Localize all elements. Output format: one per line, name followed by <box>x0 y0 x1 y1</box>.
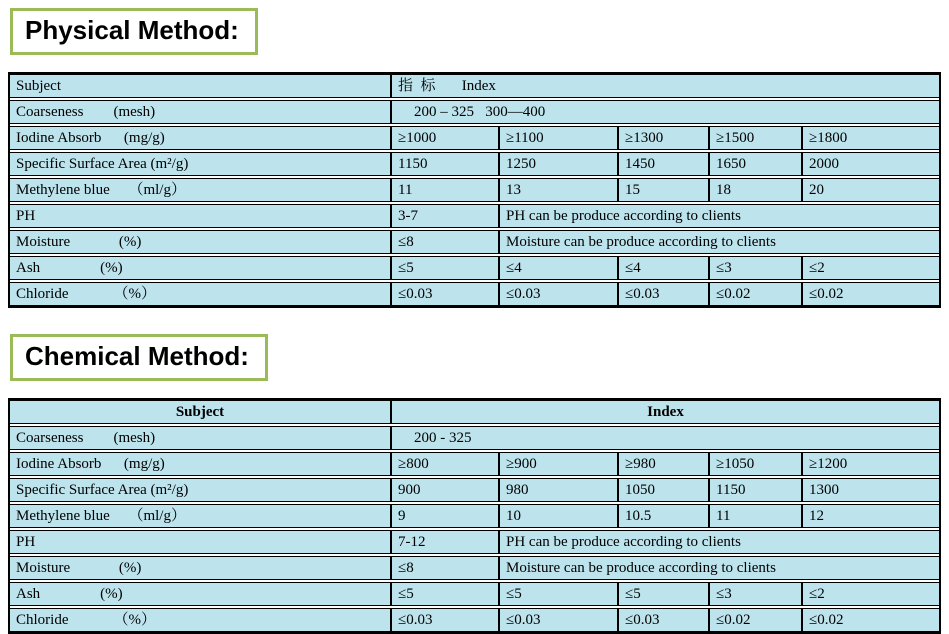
methylene-blue-value-2: 13 <box>498 179 617 201</box>
table-row-iodine <box>10 126 939 150</box>
ash-value-5: ≤2 <box>801 583 939 605</box>
ash-value-4: ≤3 <box>708 583 801 605</box>
moisture-value: ≤8 <box>390 231 498 253</box>
ash-value-3: ≤4 <box>617 257 708 279</box>
iodine-label: Iodine Absorb (mg/g) <box>10 453 390 475</box>
table-row-surface-area <box>10 478 939 502</box>
ash-value-1: ≤5 <box>390 257 498 279</box>
table-row-header <box>10 74 939 98</box>
table-row-chloride <box>10 282 939 306</box>
ash-label: Ash (%) <box>10 583 390 605</box>
surface-area-value-4: 1650 <box>708 153 801 175</box>
methylene-blue-label: Methylene blue （ml/g） <box>10 505 390 527</box>
iodine-value-3: ≥980 <box>617 453 708 475</box>
ash-value-4: ≤3 <box>708 257 801 279</box>
chloride-value-5: ≤0.02 <box>801 283 939 305</box>
table-row-surface-area <box>10 152 939 176</box>
surface-area-value-1: 1150 <box>390 153 498 175</box>
surface-area-value-3: 1450 <box>617 153 708 175</box>
chemical-method-table <box>8 398 941 634</box>
table-row-ph <box>10 530 939 554</box>
surface-area-label: Specific Surface Area (m²/g) <box>10 479 390 501</box>
table-row-methylene-blue <box>10 504 939 528</box>
ash-value-3: ≤5 <box>617 583 708 605</box>
ash-value-2: ≤4 <box>498 257 617 279</box>
chemical-method-title: Chemical Method: <box>10 334 268 381</box>
coarseness-label: Coarseness (mesh) <box>10 101 390 123</box>
surface-area-value-1: 900 <box>390 479 498 501</box>
moisture-note: Moisture can be produce according to clients <box>498 557 939 579</box>
iodine-label: Iodine Absorb (mg/g) <box>10 127 390 149</box>
chloride-label: Chloride （%） <box>10 283 390 305</box>
moisture-note: Moisture can be produce according to clients <box>498 231 939 253</box>
table-row-chloride <box>10 608 939 632</box>
physical-method-title: Physical Method: <box>10 8 258 55</box>
chloride-value-4: ≤0.02 <box>708 609 801 631</box>
subject-header-cell: Subject <box>10 401 390 423</box>
physical-method-table <box>8 72 941 308</box>
surface-area-value-5: 2000 <box>801 153 939 175</box>
moisture-value: ≤8 <box>390 557 498 579</box>
methylene-blue-value-5: 20 <box>801 179 939 201</box>
chloride-value-3: ≤0.03 <box>617 283 708 305</box>
surface-area-value-2: 980 <box>498 479 617 501</box>
surface-area-label: Specific Surface Area (m²/g) <box>10 153 390 175</box>
moisture-label: Moisture (%) <box>10 557 390 579</box>
methylene-blue-value-4: 11 <box>708 505 801 527</box>
chloride-value-3: ≤0.03 <box>617 609 708 631</box>
coarseness-value: 200 - 325 <box>390 427 939 449</box>
ph-value: 3-7 <box>390 205 498 227</box>
ph-label: PH <box>10 205 390 227</box>
ph-note: PH can be produce according to clients <box>498 205 939 227</box>
surface-area-value-2: 1250 <box>498 153 617 175</box>
ash-value-1: ≤5 <box>390 583 498 605</box>
coarseness-value: 200 – 325 300—400 <box>390 101 939 123</box>
methylene-blue-value-3: 10.5 <box>617 505 708 527</box>
chloride-value-4: ≤0.02 <box>708 283 801 305</box>
ash-value-5: ≤2 <box>801 257 939 279</box>
chloride-value-1: ≤0.03 <box>390 283 498 305</box>
iodine-value-5: ≥1800 <box>801 127 939 149</box>
ph-value: 7-12 <box>390 531 498 553</box>
methylene-blue-value-3: 15 <box>617 179 708 201</box>
surface-area-value-5: 1300 <box>801 479 939 501</box>
surface-area-value-4: 1150 <box>708 479 801 501</box>
methylene-blue-value-4: 18 <box>708 179 801 201</box>
coarseness-label: Coarseness (mesh) <box>10 427 390 449</box>
chloride-value-5: ≤0.02 <box>801 609 939 631</box>
chloride-label: Chloride （%） <box>10 609 390 631</box>
ash-value-2: ≤5 <box>498 583 617 605</box>
methylene-blue-label: Methylene blue （ml/g） <box>10 179 390 201</box>
surface-area-value-3: 1050 <box>617 479 708 501</box>
table-row-ash <box>10 582 939 606</box>
iodine-value-3: ≥1300 <box>617 127 708 149</box>
iodine-value-5: ≥1200 <box>801 453 939 475</box>
ph-note: PH can be produce according to clients <box>498 531 939 553</box>
table-row-ash <box>10 256 939 280</box>
index-header-cell: Index <box>390 401 939 423</box>
methylene-blue-value-2: 10 <box>498 505 617 527</box>
index-header-cell: 指 标 Index <box>390 75 939 97</box>
iodine-value-2: ≥900 <box>498 453 617 475</box>
iodine-value-1: ≥1000 <box>390 127 498 149</box>
table-row-moisture <box>10 556 939 580</box>
methylene-blue-value-1: 9 <box>390 505 498 527</box>
iodine-value-1: ≥800 <box>390 453 498 475</box>
iodine-value-4: ≥1050 <box>708 453 801 475</box>
chloride-value-1: ≤0.03 <box>390 609 498 631</box>
chloride-value-2: ≤0.03 <box>498 283 617 305</box>
ash-label: Ash (%) <box>10 257 390 279</box>
ph-label: PH <box>10 531 390 553</box>
table-row-moisture <box>10 230 939 254</box>
iodine-value-2: ≥1100 <box>498 127 617 149</box>
table-row-coarseness <box>10 426 939 450</box>
methylene-blue-value-1: 11 <box>390 179 498 201</box>
table-row-header <box>10 400 939 424</box>
table-row-ph <box>10 204 939 228</box>
chloride-value-2: ≤0.03 <box>498 609 617 631</box>
table-row-coarseness <box>10 100 939 124</box>
subject-header-cell: Subject <box>10 75 390 97</box>
methylene-blue-value-5: 12 <box>801 505 939 527</box>
moisture-label: Moisture (%) <box>10 231 390 253</box>
table-row-iodine <box>10 452 939 476</box>
iodine-value-4: ≥1500 <box>708 127 801 149</box>
table-row-methylene-blue <box>10 178 939 202</box>
